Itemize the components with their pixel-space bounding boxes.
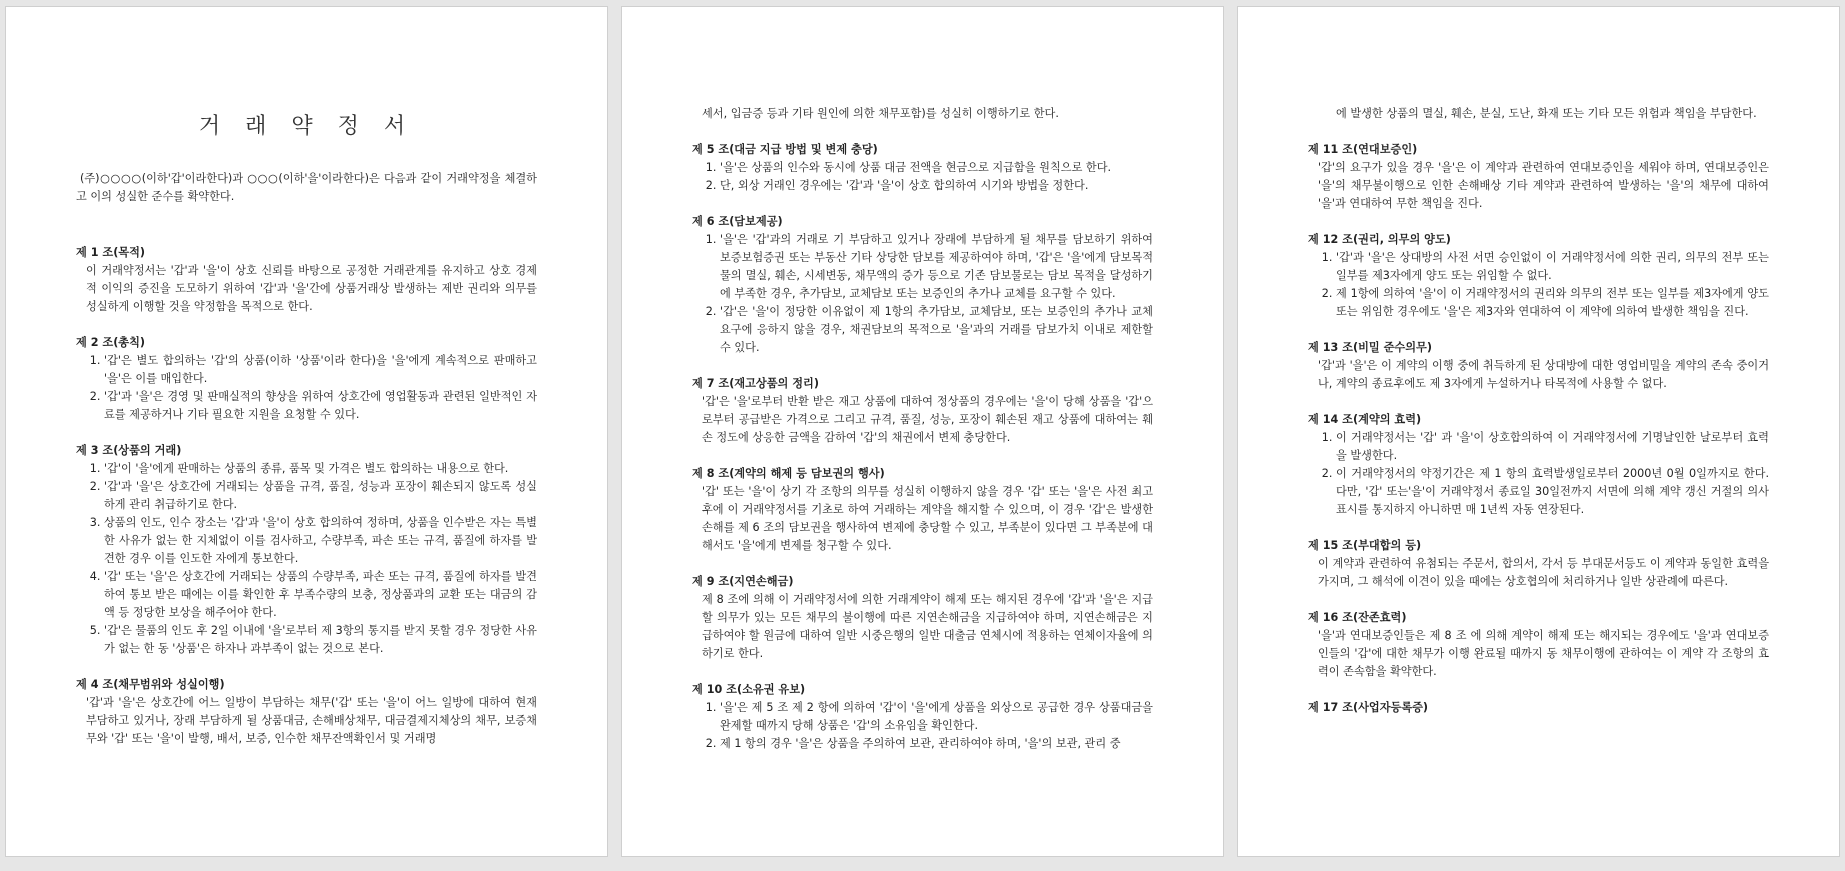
list-item: 2. 제 1항에 의하여 '을'이 이 거래약정서의 권리와 의무의 전부 또는 일부를 제3자에게 양도 또는 위임한 경우에도 '을'은 제3자와 연대하여 이 계약에 의하여 발생한 책임을 진다. [1336, 285, 1769, 321]
article-9-heading: 제 9 조(지연손해금) [692, 575, 794, 588]
article-9-text: 제 8 조에 의해 이 거래약정서에 의한 거래계약이 해제 또는 해지된 경우에 '갑'과 '을'은 지급할 의무가 있는 모든 채무의 불이행에 따른 지연손해금을 지급하여야 하며, 지연손해금은 지급하여야 할 원금에 대하여 일반 시중은행의 일반 대출금 연체시에 적용하는 연체이자율에 의하기로 한다. [702, 593, 1153, 660]
list-item: 2. 단, 외상 거래인 경우에는 '갑'과 '을'이 상호 합의하여 시기와 방법을 정한다. [720, 177, 1153, 195]
list-item: 1. '갑'과 '을'은 상대방의 사전 서면 승인없이 이 거래약정서에 의한 권리, 의무의 전부 또는 일부를 제3자에게 양도 또는 위임할 수 없다. [1336, 249, 1769, 285]
article-9 [692, 573, 1153, 663]
article-3 [76, 442, 537, 658]
article-15-text: 이 계약과 관련하여 유첨되는 주문서, 합의서, 각서 등 부대문서등도 이 계약과 동일한 효력을 가지며, 그 해석에 이견이 있을 때에는 상호협의에 처리하거나 일반 상관례에 따른다. [1318, 557, 1769, 588]
article-15-heading: 제 15 조(부대합의 등) [1308, 539, 1422, 552]
article-14-list [1308, 429, 1769, 519]
document-page-1 [5, 6, 608, 857]
article-6 [692, 213, 1153, 357]
document-page-2 [621, 6, 1224, 857]
article-7-heading: 제 7 조(재고상품의 정리) [692, 377, 819, 390]
continued-text: 세서, 입금증 등과 기타 원인에 의한 채무포함)를 성실히 이행하기로 한다. [702, 107, 1059, 120]
intro-paragraph: (주)○○○○(이하'갑'이라한다)과 ○○○(이하'을'이라한다)은 다음과 같이 거래약정을 체결하고 이의 성실한 준수를 확약한다. [76, 172, 537, 203]
article-5 [692, 141, 1153, 195]
page-3-content [1308, 105, 1769, 735]
article-14-heading: 제 14 조(계약의 효력) [1308, 413, 1422, 426]
list-item: 2. 이 거래약정서의 약정기간은 제 1 항의 효력발생일로부터 2000년 0월 0일까지로 한다. 다만, '갑' 또는'을'이 거래약정서 종료일 30일전까지 서면에 의해 계약 갱신 거절의 의사표시를 통지하지 아니하면 매 1년씩 자동 연장된다. [1336, 465, 1769, 519]
article-16-text: '을'과 연대보증인들은 제 8 조 에 의해 계약이 해제 또는 해지되는 경우에도 '을'과 연대보증인들의 '갑'에 대한 채무가 이행 완료될 때까지 동 채무이행에 관하여는 이 계약 각 조항의 효력이 존속함을 확약한다. [1318, 629, 1769, 678]
article-10-list [692, 699, 1153, 753]
article-10 [692, 681, 1153, 753]
article-16 [1308, 609, 1769, 681]
article-1 [76, 244, 537, 316]
article-12 [1308, 231, 1769, 321]
article-13-text: '갑'과 '을'은 이 계약의 이행 중에 취득하게 된 상대방에 대한 영업비밀을 계약의 존속 중이거나, 계약의 종료후에도 제 3자에게 누설하거나 타목적에 사용할 수 없다. [1318, 359, 1769, 390]
list-item: 3. 상품의 인도, 인수 장소는 '갑'과 '을'이 상호 합의하여 정하며, 상품을 인수받은 자는 특별한 사유가 없는 한 지체없이 이를 검사하고, 수량부족, 파손 또는 규격, 품질에 하자를 발견한 경우 이를 인도한 자에게 통보한다. [104, 514, 537, 568]
article-1-text: 이 거래약정서는 '갑'과 '을'이 상호 신뢰를 바탕으로 공정한 거래관계를 유지하고 상호 경제적 이익의 증진을 도모하기 위하여 '갑'과 '을'간에 상품거래상 발생하는 제반 권리와 의무를 성실하게 이행할 것을 약정함을 목적으로 한다. [86, 264, 537, 313]
article-4-text: '갑'과 '을'은 상호간에 어느 일방이 부담하는 채무('갑' 또는 '을'이 어느 일방에 대하여 현재 부담하고 있거나, 장래 부담하게 될 상품대금, 손해배상채무, 대금결제지체상의 채무, 보증채무와 '갑' 또는 '을'이 발행, 배서, 보증, 인수한 채무잔액확인서 및 거래명 [86, 696, 537, 745]
document-title: 거 래 약 정 서 [198, 114, 415, 139]
list-item: 1. '갑'은 별도 합의하는 '갑'의 상품(이하 '상품'이라 한다)을 '을'에게 계속적으로 판매하고 '을'은 이를 매입한다. [104, 352, 537, 388]
article-1-heading: 제 1 조(목적) [76, 246, 146, 259]
list-item: 2. 제 1 항의 경우 '을'은 상품을 주의하여 보관, 관리하여야 하며, '을'의 보관, 관리 중 [720, 735, 1153, 753]
page-1-content [76, 109, 537, 766]
article-2 [76, 334, 537, 424]
article-3-list [76, 460, 537, 658]
article-6-list [692, 231, 1153, 357]
article-12-list [1308, 249, 1769, 321]
article-8 [692, 465, 1153, 555]
article-3-heading: 제 3 조(상품의 거래) [76, 444, 182, 457]
article-6-heading: 제 6 조(담보제공) [692, 215, 783, 228]
list-item: 1. '갑'이 '을'에게 판매하는 상품의 종류, 품목 및 가격은 별도 합의하는 내용으로 한다. [104, 460, 537, 478]
document-page-3 [1237, 6, 1840, 857]
page-2-content [692, 105, 1153, 771]
article-5-list [692, 159, 1153, 195]
article-8-text: '갑' 또는 '을'이 상기 각 조항의 의무를 성실히 이행하지 않을 경우 '갑' 또는 '을'은 사전 최고 후에 이 거래약정서를 기초로 하여 거래하는 계약을 해지할 수 있으며, 이 경우 '갑'은 발생한 손해를 제 6 조의 담보권을 행사하여 변제에 충당할 수 있고, 부족분이 있다면 그 부족분에 대해서도 '을'에게 변제를 청구할 수 있다. [702, 485, 1153, 552]
article-4-heading: 제 4 조(채무범위와 성실이행) [76, 678, 225, 691]
article-17 [1308, 699, 1769, 717]
article-16-heading: 제 16 조(잔존효력) [1308, 611, 1407, 624]
article-10-heading: 제 10 조(소유권 유보) [692, 683, 806, 696]
continued-text: 에 발생한 상품의 멸실, 훼손, 분실, 도난, 화재 또는 기타 모든 위험과 책임을 부담한다. [1336, 107, 1757, 120]
article-8-heading: 제 8 조(계약의 해제 등 담보권의 행사) [692, 467, 885, 480]
article-7 [692, 375, 1153, 447]
article-14 [1308, 411, 1769, 519]
article-11 [1308, 141, 1769, 213]
article-15 [1308, 537, 1769, 591]
article-13 [1308, 339, 1769, 393]
article-11-heading: 제 11 조(연대보증인) [1308, 143, 1418, 156]
list-item: 1. '을'은 '갑'과의 거래로 기 부담하고 있거나 장래에 부담하게 될 채무를 담보하기 위하여 보증보험증권 또는 부동산 기타 상당한 담보를 제공하여야 하며, '갑'은 '을'에게 담보목적물의 멸실, 훼손, 시세변동, 채무액의 증가 등으로 기존 담보물로는 담보 목적을 달성하기에 부족한 경우, 추가담보, 교체담보 또는 보증인의 추가나 교체를 요구할 수 있다. [720, 231, 1153, 303]
article-17-heading: 제 17 조(사업자등록증) [1308, 701, 1429, 714]
list-item: 2. '갑'은 '을'이 정당한 이유없이 제 1항의 추가담보, 교체담보, 또는 보증인의 추가나 교체요구에 응하지 않을 경우, 채권담보의 목적으로 '을'과의 거래를 담보가치 이내로 제한할 수 있다. [720, 303, 1153, 357]
article-7-text: '갑'은 '을'로부터 반환 받은 재고 상품에 대하여 정상품의 경우에는 '을'이 당해 상품을 '갑'으로부터 공급받은 가격으로 그리고 규격, 품질, 성능, 포장이 훼손된 재고 상품에 대하여는 훼손 정도에 상응한 금액을 감하여 '갑'의 채권에서 변제 충당한다. [702, 395, 1153, 444]
list-item: 2. '갑'과 '을'은 상호간에 거래되는 상품을 규격, 품질, 성능과 포장이 훼손되지 않도록 성실하게 관리 취급하기로 한다. [104, 478, 537, 514]
article-12-heading: 제 12 조(권리, 의무의 양도) [1308, 233, 1451, 246]
list-item: 1. 이 거래약정서는 '갑' 과 '을'이 상호합의하여 이 거래약정서에 기명날인한 날로부터 효력을 발생한다. [1336, 429, 1769, 465]
article-5-heading: 제 5 조(대금 지급 방법 및 변제 충당) [692, 143, 878, 156]
list-item: 5. '갑'은 물품의 인도 후 2일 이내에 '을'로부터 제 3항의 통지를 받지 못할 경우 정당한 사유가 없는 한 동 '상품'은 하자나 과부족이 없는 것으로 본다. [104, 622, 537, 658]
article-13-heading: 제 13 조(비밀 준수의무) [1308, 341, 1432, 354]
list-item: 1. '을'은 상품의 인수와 동시에 상품 대금 전액을 현금으로 지급함을 원칙으로 한다. [720, 159, 1153, 177]
article-11-text: '갑'의 요구가 있을 경우 '을'은 이 계약과 관련하여 연대보증인을 세워야 하며, 연대보증인은 '을'의 채무불이행으로 인한 손해배상 기타 계약과 관련하여 발생하는 '을'의 채무에 대하여 '을'과 연대하여 무한 책임을 진다. [1318, 161, 1769, 210]
article-2-list [76, 352, 537, 424]
list-item: 1. '을'은 제 5 조 제 2 항에 의하여 '갑'이 '을'에게 상품을 외상으로 공급한 경우 상품대금을 완제할 때까지 당해 상품은 '갑'의 소유임을 확인한다. [720, 699, 1153, 735]
list-item: 4. '갑' 또는 '을'은 상호간에 거래되는 상품의 수량부족, 파손 또는 규격, 품질에 하자를 발견하여 통보 받은 때에는 이를 확인한 후 부족수량의 보충, 정상품과의 교환 또는 대금의 감액 등 정당한 보상을 해주어야 한다. [104, 568, 537, 622]
article-4 [76, 676, 537, 748]
list-item: 2. '갑'과 '을'은 경영 및 판매실적의 향상을 위하여 상호간에 영업활동과 관련된 일반적인 자료를 제공하거나 기타 필요한 지원을 요청할 수 있다. [104, 388, 537, 424]
article-2-heading: 제 2 조(총칙) [76, 336, 146, 349]
